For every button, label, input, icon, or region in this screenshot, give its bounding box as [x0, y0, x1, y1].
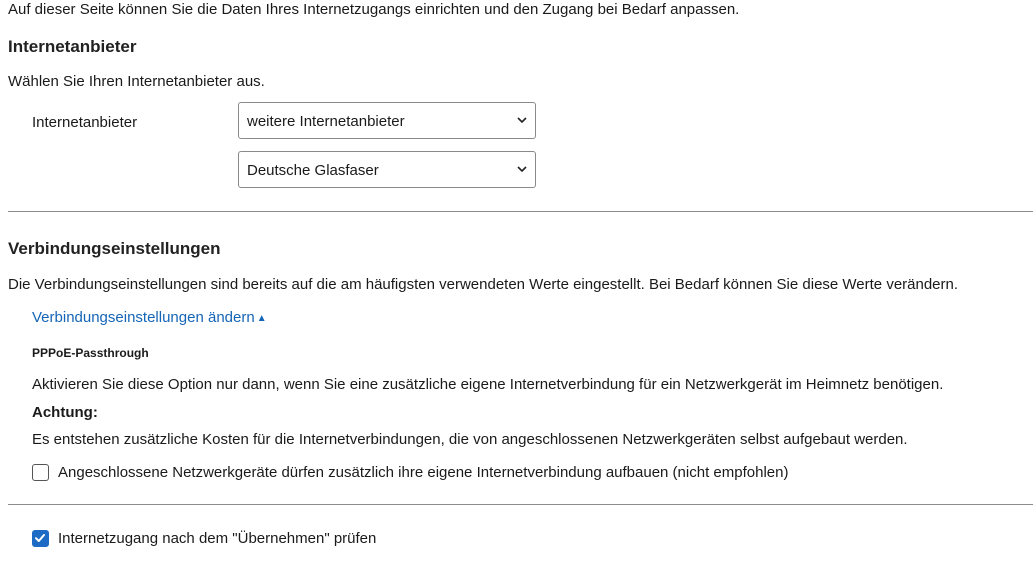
provider-group-select-value: weitere Internetanbieter [247, 113, 405, 130]
toggle-link-label: Verbindungseinstellungen ändern [32, 309, 255, 326]
triangle-up-icon: ▲ [256, 313, 267, 324]
check-access-label[interactable]: Internetzugang nach dem "Übernehmen" prüfen [58, 530, 377, 547]
connection-description: Die Verbindungseinstellungen sind bereits auf die am häufigsten verwendeten Werte eingestellt. Bei Bedarf können Sie diese Werte verändern. [8, 276, 959, 293]
checkmark-icon [34, 532, 46, 544]
provider-heading: Internetanbieter [8, 37, 137, 56]
pppoe-heading: PPPoE-Passthrough [32, 346, 149, 360]
provider-group-select[interactable] [238, 102, 536, 139]
page-intro: Auf dieser Seite können Sie die Daten Ihres Internetzugangs einrichten und den Zugang bei Bedarf anpassen. [8, 1, 740, 18]
warning-text: Es entstehen zusätzliche Kosten für die Internetverbindungen, die von angeschlossenen Netzwerkgeräten selbst aufgebaut werden. [32, 431, 908, 448]
provider-select-value: Deutsche Glasfaser [247, 162, 379, 179]
section-divider [8, 504, 1033, 505]
pppoe-description: Aktivieren Sie diese Option nur dann, wenn Sie eine zusätzliche eigene Internetverbindung für ein Netzwerkgerät im Heimnetz benötigen. [32, 376, 944, 393]
provider-select[interactable] [238, 151, 536, 188]
pppoe-passthrough-label[interactable]: Angeschlossene Netzwerkgeräte dürfen zusätzlich ihre eigene Internetverbindung aufbauen (nicht empfohlen) [58, 464, 789, 481]
provider-label: Internetanbieter [32, 114, 138, 131]
pppoe-passthrough-checkbox[interactable] [32, 464, 49, 481]
connection-heading: Verbindungseinstellungen [8, 239, 221, 258]
warning-title: Achtung: [32, 404, 98, 421]
section-divider [8, 211, 1033, 212]
provider-description: Wählen Sie Ihren Internetanbieter aus. [8, 73, 265, 90]
chevron-down-icon [517, 165, 527, 173]
check-access-checkbox[interactable] [32, 530, 49, 547]
chevron-down-icon [517, 116, 527, 124]
connection-settings-toggle-link[interactable] [32, 309, 267, 326]
